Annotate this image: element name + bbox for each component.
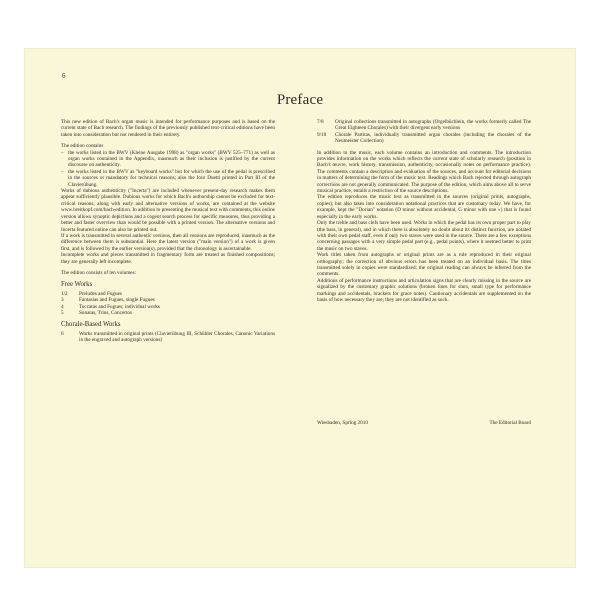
signature-line	[317, 420, 531, 426]
volume-title: Preludes and Fugues	[79, 290, 122, 297]
list-item-text: the works listed in the BWV as "keyboard works" but for which the use of the pedal is prescribed in the sources or mandatory for technical reasons; also the four Duetti printed in Part III of the Clavierübung.	[68, 168, 275, 188]
signature: The Editorial Board	[489, 420, 531, 426]
right-column	[317, 119, 531, 303]
page-title: Preface	[276, 92, 324, 108]
volume-title: Original collections transmitted in autographs (Orgelbüchlein, the works formerly called The Great Eighteen Chorales) with their divergent early versions	[335, 119, 531, 132]
contains-label: The edition contains	[61, 143, 104, 150]
volumes-label: The edition consists of ten volumes:	[61, 269, 137, 276]
body-paragraph: Work titles taken from autographs or original prints are as a rule reproduced in their original orthography; the correction of obvious errors has been treated on an individual basis. The titles transmitted solely in copies were standardized; the original reading can always be inferred from the comments.	[317, 252, 531, 278]
volume-number: 1/2	[61, 290, 68, 297]
volume-number: 9/10	[317, 131, 327, 138]
list-item	[61, 169, 275, 188]
volume-row	[317, 119, 531, 132]
left-column	[61, 119, 275, 344]
volume-row	[317, 132, 531, 145]
section-heading: Chorale-Based Works	[61, 321, 121, 329]
body-paragraph: Additions of performance instructions and articulation signs that are clearly missing in the source are signalized by the customary graphic solutions (broken lines for slurs, small type for performance markings and accidentals, brackets for grace notes). Cautionary accidentals are supplemented on the basis of how necessary they are; they are not identified as such.	[317, 277, 531, 303]
volume-row	[61, 331, 275, 344]
section-heading: Free Works	[61, 281, 93, 289]
list-item	[61, 150, 275, 169]
volume-number: 7/8	[317, 119, 324, 125]
volume-number: 3	[61, 297, 64, 304]
volume-title: Sonatas, Trios, Concertos	[79, 309, 133, 316]
page-number: 6	[62, 72, 66, 80]
body-paragraph: Works of dubious authenticity ("Incerta") are included whenever present-day research makes them appear sufficiently plausible. Dubious works for which Bach's authorship cannot be excluded for text-critical reasons, along with early and alternative versions of works, are contained at the website www.breitkopf.com/bach-edition. In addition to presenting the musical text with comments, this online version allows synoptic depictions and a cogent search process for specific measures, thus providing a better and faster overview than would be possible with a printed version. The alternative versions and Incerta featured online can also be printed out.	[61, 188, 275, 233]
document-page	[24, 48, 576, 568]
volume-title: Fantasias and Fugues, single Fugues	[79, 297, 155, 304]
place-date: Wiesbaden, Spring 2010	[317, 420, 368, 426]
volume-number: 5	[61, 309, 64, 316]
volume-number: 6	[61, 330, 64, 337]
body-paragraph: The edition reproduces the music text as transmitted in the sources (original prints, autographs, copies), but also takes into consideration notational practices that are customary today. We have, for example, kept the "Dorian" notation (D minor without accidental, G minor with one ♭) that is found especially in the early works.	[317, 194, 531, 220]
body-paragraph: Incomplete works and pieces transmitted in fragmentary form are treated as finished compositions; they are generally left incomplete.	[61, 252, 275, 265]
volume-number: 4	[61, 303, 64, 310]
volume-title: Toccatas and Fugues; individual works	[79, 303, 160, 310]
volume-title: Chorale Partitas, individually transmitted organ chorales (including the chorales of the Neumeister Collection)	[335, 131, 531, 145]
volume-row	[61, 310, 275, 316]
list-item-text: the works listed in the BWV (Kleine Ausgabe 1998) as "organ works" (BWV 525–771) as well as organ works contained in the Appendix, inasmuch as their inclusion is justified by the current discourse on authenticity.	[68, 149, 275, 169]
dash-bullet: –	[61, 168, 64, 175]
dash-bullet: –	[61, 149, 64, 156]
intro-paragraph: This new edition of Bach's organ music is intended for performance purposes and is based on the current state of Bach research. The findings of the previously published text-critical editions have been taken into consideration but not rendered in their entirety.	[61, 119, 275, 138]
body-paragraph: If a work is transmitted in several authentic versions, then all versions are reproduced, inasmuch as the difference between them is substantial. Here the latest version ("main version") of a work is given first, and is followed by the earlier version(s), provided that the chronology is ascertainable.	[61, 232, 275, 252]
volume-title: Works transmitted in original prints (Clavierübung III, Schübler Chorales, Canonic Variations in the engraved and autograph versions)	[79, 330, 275, 344]
body-paragraph: Only the treble and bass clefs have been used. Works in which the pedal has its own proper part to play (the bass, in general), and in which there is absolutely no doubt about its distinct function, are notated with their own pedal staff, even if only two staves were used in the source. There are a few exceptions concerning passages with a very simple pedal part (e.g., pedal points), where it seemed better to print the music on two staves.	[317, 220, 531, 252]
body-paragraph: In addition to the music, each volume contains an introduction and comments. The introduction provides information on the works which reflects the current state of scholarly research (position in Bach's œuvre, work history, transmission, authenticity, occasionally notes on performance practice). The comments contain a description and evaluation of the sources, and account for editorial decisions in matters of determining the form of the music text. Readings which Bach rejected through autograph corrections are not generally communicated. The purpose of the edition, which aims above all to serve musical practice, entails a restriction of the source descriptions.	[317, 149, 531, 195]
